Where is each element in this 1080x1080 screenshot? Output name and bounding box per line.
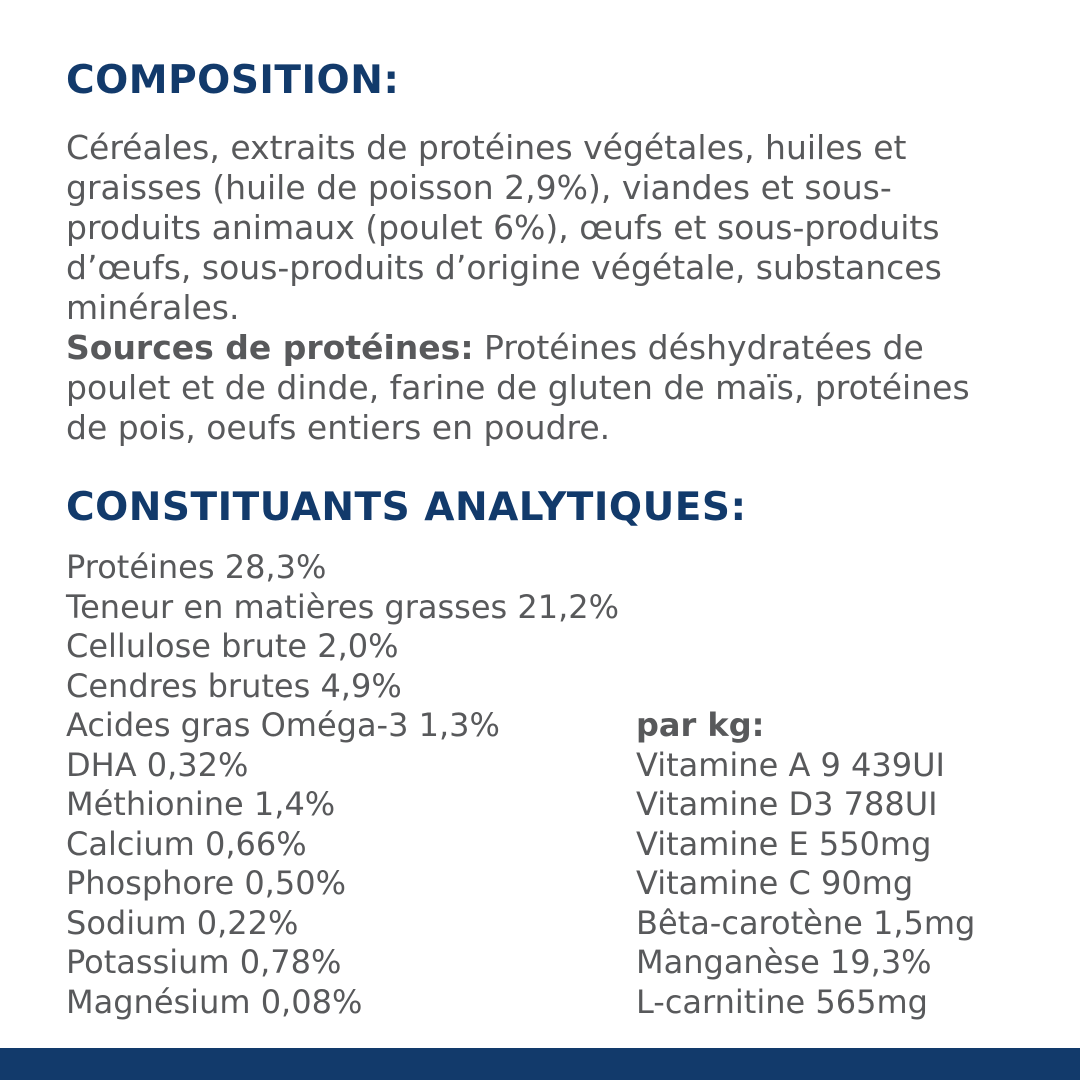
nutrient-line: Acides gras Oméga-3 1,3% [66, 706, 500, 744]
analytical-constituents-heading: CONSTITUANTS ANALYTIQUES: [66, 485, 747, 530]
nutrient-line: Calcium 0,66% [66, 824, 307, 863]
nutrient-line: Potassium 0,78% [66, 943, 342, 981]
ingredients-paragraph: Céréales, extraits de protéines végétales, huiles et graisses (huile de poisson 2,9%), viandes et sous-produits animaux (poulet 6%), œufs et sous-produits d’œufs, sous-produits d’origine végétale, substances minérales. [66, 128, 942, 327]
nutrient-line: Protéines 28,3% [66, 548, 327, 586]
analytical-left-column [66, 548, 636, 1022]
nutrient-line: L-carnitine 565mg [636, 982, 928, 1021]
nutrient-line: Phosphore 0,50% [66, 864, 346, 902]
nutrient-line: Méthionine 1,4% [66, 785, 336, 823]
composition-heading: COMPOSITION: [66, 58, 400, 103]
nutrient-line: Vitamine E 550mg [636, 824, 932, 863]
nutrient-line: Vitamine D3 788UI [636, 785, 938, 823]
protein-sources-label: Sources de protéines: [66, 328, 474, 367]
nutrient-line: Cellulose brute 2,0% [66, 627, 399, 665]
bottom-accent-bar [0, 1048, 1080, 1080]
composition-body [66, 128, 996, 448]
nutrient-line: Cendres brutes 4,9% [66, 666, 402, 705]
per-kg-heading: par kg: [636, 706, 765, 744]
protein-sources-paragraph [66, 328, 996, 448]
nutrient-line: DHA 0,32% [66, 745, 249, 784]
nutrient-line: Vitamine C 90mg [636, 864, 914, 902]
nutrient-line: Vitamine A 9 439UI [636, 745, 945, 784]
protein-sources-text: Protéines déshydratées de poulet et de dinde, farine de gluten de maïs, protéines de pois, oeufs entiers en poudre. [66, 328, 970, 447]
nutrient-line: Manganèse 19,3% [636, 943, 932, 981]
nutrient-line: Bêta-carotène 1,5mg [636, 903, 976, 942]
analytical-right-column [636, 548, 1026, 1022]
nutrient-line: Teneur en matières grasses 21,2% [66, 587, 620, 626]
analytical-columns [66, 548, 1026, 1022]
nutrient-line: Sodium 0,22% [66, 903, 299, 942]
nutrient-line: Magnésium 0,08% [66, 982, 363, 1021]
